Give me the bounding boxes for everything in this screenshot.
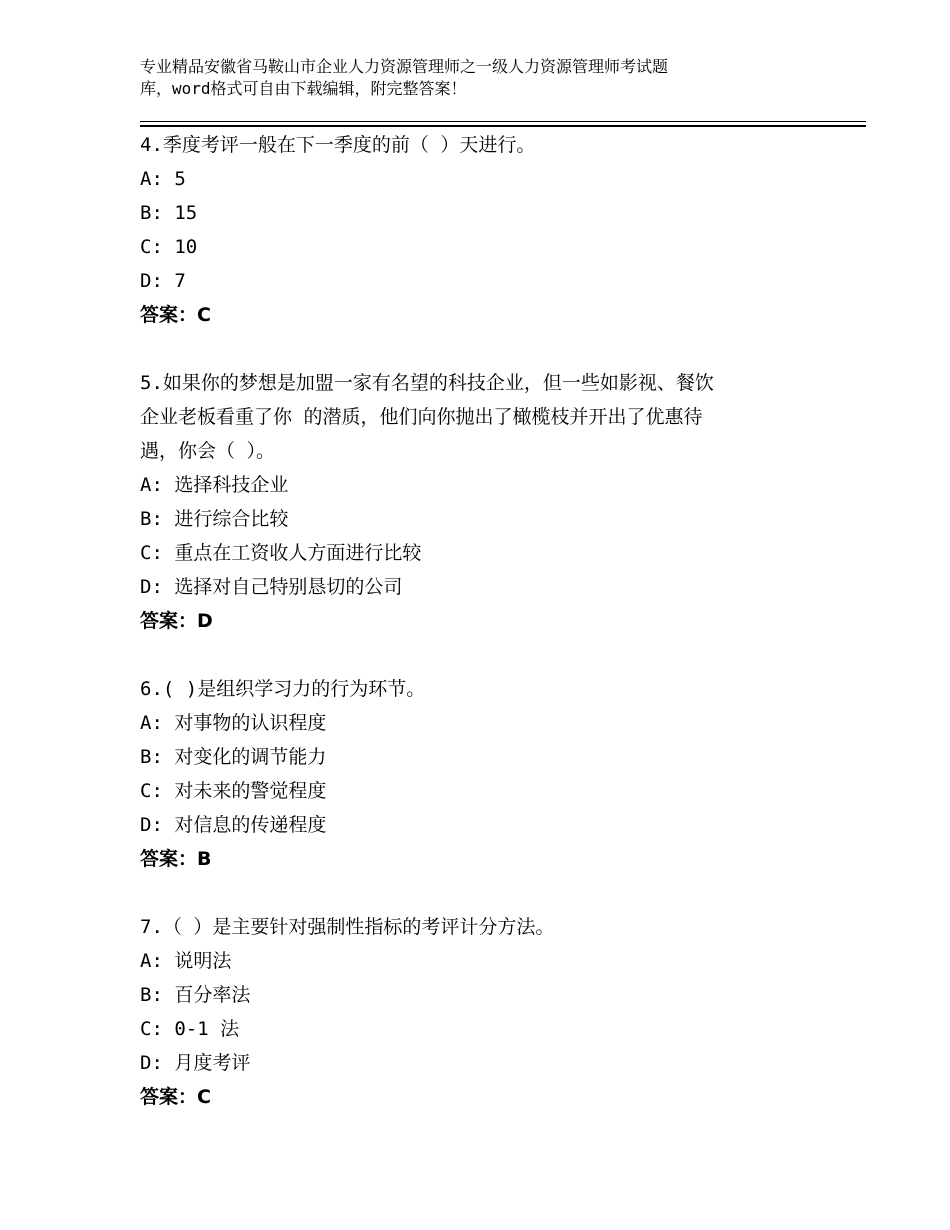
question-text-line-3: 遇，你会（ ）。 <box>140 440 275 462</box>
option-d: D: 月度考评 <box>140 1052 251 1074</box>
question-block <box>140 366 840 638</box>
header-divider-thin <box>140 121 866 122</box>
answer: 答案：C <box>140 304 211 326</box>
option-c: C: 重点在工资收人方面进行比较 <box>140 542 422 564</box>
question-text-line-1: 5.如果你的梦想是加盟一家有名望的科技企业，但一些如影视、餐饮 <box>140 372 714 394</box>
option-d: D: 对信息的传递程度 <box>140 814 327 836</box>
option-b: B: 15 <box>140 202 198 224</box>
option-a: A: 选择科技企业 <box>140 474 289 496</box>
option-a: A: 5 <box>140 168 186 190</box>
question-text: 6.( )是组织学习力的行为环节。 <box>140 678 426 700</box>
question-block <box>140 910 840 1114</box>
document-header <box>140 56 780 100</box>
option-c: C: 对未来的警觉程度 <box>140 780 327 802</box>
option-a: A: 说明法 <box>140 950 232 972</box>
option-c: C: 0-1 法 <box>140 1018 240 1040</box>
answer: 答案：C <box>140 1086 211 1108</box>
question-text: 4.季度考评一般在下一季度的前（ ）天进行。 <box>140 134 536 156</box>
option-d: D: 选择对自己特别恳切的公司 <box>140 576 403 598</box>
option-b: B: 对变化的调节能力 <box>140 746 327 768</box>
question-block <box>140 672 840 876</box>
header-divider-thick <box>140 125 866 127</box>
question-text: 7.（ ）是主要针对强制性指标的考评计分方法。 <box>140 916 555 938</box>
header-line-2: 库，word格式可自由下载编辑，附完整答案！ <box>140 79 467 98</box>
option-b: B: 百分率法 <box>140 984 251 1006</box>
question-text-line-2: 企业老板看重了你 的潜质，他们向你抛出了橄榄枝并开出了优惠待 <box>140 406 703 428</box>
option-a: A: 对事物的认识程度 <box>140 712 327 734</box>
answer: 答案：B <box>140 848 212 870</box>
header-line-1: 专业精品安徽省马鞍山市企业人力资源管理师之一级人力资源管理师考试题 <box>140 57 669 76</box>
question-list <box>140 128 840 1148</box>
option-b: B: 进行综合比较 <box>140 508 289 530</box>
answer: 答案：D <box>140 610 213 632</box>
question-block <box>140 128 840 332</box>
option-c: C: 10 <box>140 236 198 258</box>
option-d: D: 7 <box>140 270 186 292</box>
